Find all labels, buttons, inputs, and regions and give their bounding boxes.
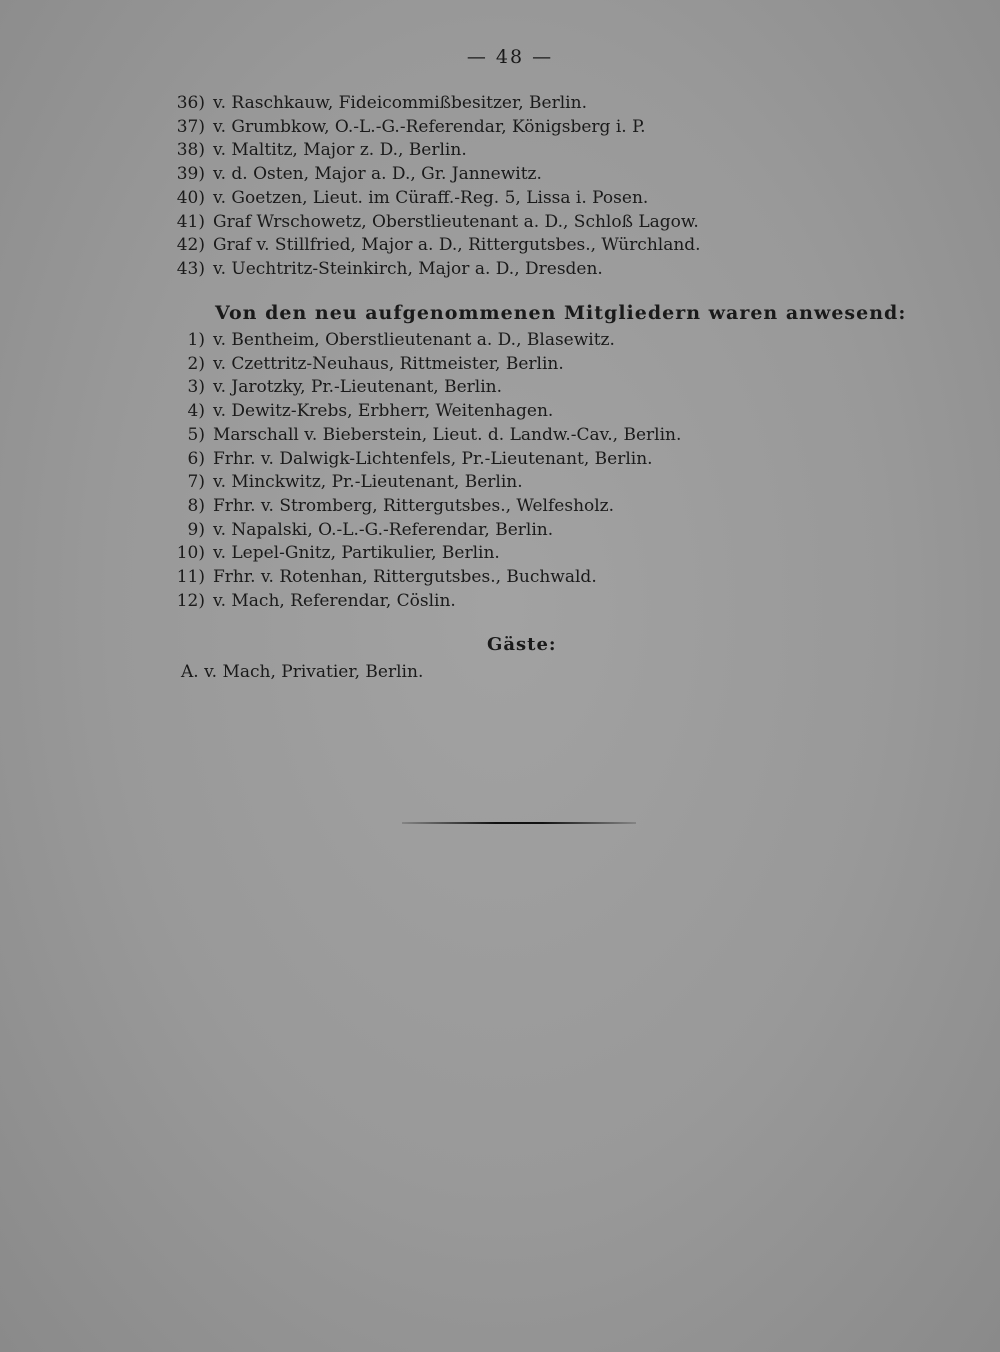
list-item xyxy=(165,495,681,519)
item-number: 42) xyxy=(176,235,205,256)
list-item xyxy=(165,519,681,543)
item-text: v. Jarotzky, Pr.-Lieutenant, Berlin. xyxy=(213,377,502,398)
list-item xyxy=(165,471,681,495)
item-number: 6) xyxy=(187,448,205,469)
list-item xyxy=(165,448,681,472)
item-text: v. Maltitz, Major z. D., Berlin. xyxy=(213,140,467,161)
item-number: 10) xyxy=(176,543,205,564)
item-text: v. Dewitz-Krebs, Erbherr, Weitenhagen. xyxy=(213,401,554,422)
item-number: 5) xyxy=(187,424,205,445)
item-number: 11) xyxy=(176,567,205,588)
new-members-list xyxy=(165,329,681,613)
item-number: 3) xyxy=(187,377,205,398)
item-text: Graf Wrschowetz, Oberstlieutenant a. D., Schloß Lagow. xyxy=(213,211,699,232)
item-number: 9) xyxy=(187,519,205,540)
item-text: v. Napalski, O.-L.-G.-Referendar, Berlin. xyxy=(213,519,554,540)
item-text: v. Uechtritz-Steinkirch, Major a. D., Dresden. xyxy=(213,258,603,279)
list-item xyxy=(165,234,701,258)
item-number: 8) xyxy=(187,495,205,516)
item-number: 4) xyxy=(187,401,205,422)
item-number: 43) xyxy=(176,258,205,279)
list-item xyxy=(165,424,681,448)
list-item xyxy=(165,116,701,140)
item-number: 40) xyxy=(176,187,205,208)
list-item xyxy=(165,92,701,116)
item-text: Frhr. v. Dalwigk-Lichtenfels, Pr.-Lieutenant, Berlin. xyxy=(213,448,653,469)
list-item xyxy=(165,376,681,400)
item-text: v. Raschkauw, Fideicommißbesitzer, Berlin. xyxy=(213,93,587,113)
item-text: Frhr. v. Stromberg, Rittergutsbes., Welfesholz. xyxy=(213,495,615,516)
item-text: Graf v. Stillfried, Major a. D., Rittergutsbes., Würchland. xyxy=(213,235,701,256)
item-number: 37) xyxy=(176,116,205,137)
new-members-heading: Von den neu aufgenommenen Mitgliedern waren anwesend: xyxy=(215,302,907,324)
list-item xyxy=(165,400,681,424)
list-item xyxy=(165,187,701,211)
list-item xyxy=(165,566,681,590)
item-number: 12) xyxy=(176,590,205,611)
page-number: — 48 — xyxy=(466,46,554,68)
item-number: 39) xyxy=(176,164,205,185)
list-item xyxy=(165,329,681,353)
item-text: Frhr. v. Rotenhan, Rittergutsbes., Buchwald. xyxy=(213,567,597,588)
item-number: 36) xyxy=(176,93,205,113)
item-text: v. Grumbkow, O.-L.-G.-Referendar, Königsberg i. P. xyxy=(213,116,646,137)
item-number: 7) xyxy=(187,472,205,493)
list-item xyxy=(165,139,701,163)
ornamental-divider xyxy=(402,822,636,824)
list-item xyxy=(165,590,681,614)
list-item xyxy=(165,353,681,377)
item-number: 2) xyxy=(187,353,205,374)
item-number: 1) xyxy=(187,330,205,350)
list-item xyxy=(165,163,701,187)
item-text: Marschall v. Bieberstein, Lieut. d. Landw.-Cav., Berlin. xyxy=(213,424,682,445)
list-item xyxy=(165,211,701,235)
item-text: v. Mach, Referendar, Cöslin. xyxy=(213,590,456,611)
members-continued-list xyxy=(165,92,701,282)
item-text: v. d. Osten, Major a. D., Gr. Jannewitz. xyxy=(213,164,542,185)
item-text: v. Bentheim, Oberstlieutenant a. D., Blasewitz. xyxy=(213,330,615,350)
item-number: 41) xyxy=(176,211,205,232)
list-item xyxy=(165,542,681,566)
list-item xyxy=(165,258,701,282)
item-text: v. Lepel-Gnitz, Partikulier, Berlin. xyxy=(213,543,500,564)
item-text: v. Minckwitz, Pr.-Lieutenant, Berlin. xyxy=(213,472,523,493)
item-text: v. Czettritz-Neuhaus, Rittmeister, Berlin. xyxy=(213,353,564,374)
item-text: v. Goetzen, Lieut. im Cüraff.-Reg. 5, Lissa i. Posen. xyxy=(213,187,649,208)
guest-entry: A. v. Mach, Privatier, Berlin. xyxy=(181,662,424,682)
item-number: 38) xyxy=(176,140,205,161)
guests-heading: Gäste: xyxy=(487,634,557,655)
